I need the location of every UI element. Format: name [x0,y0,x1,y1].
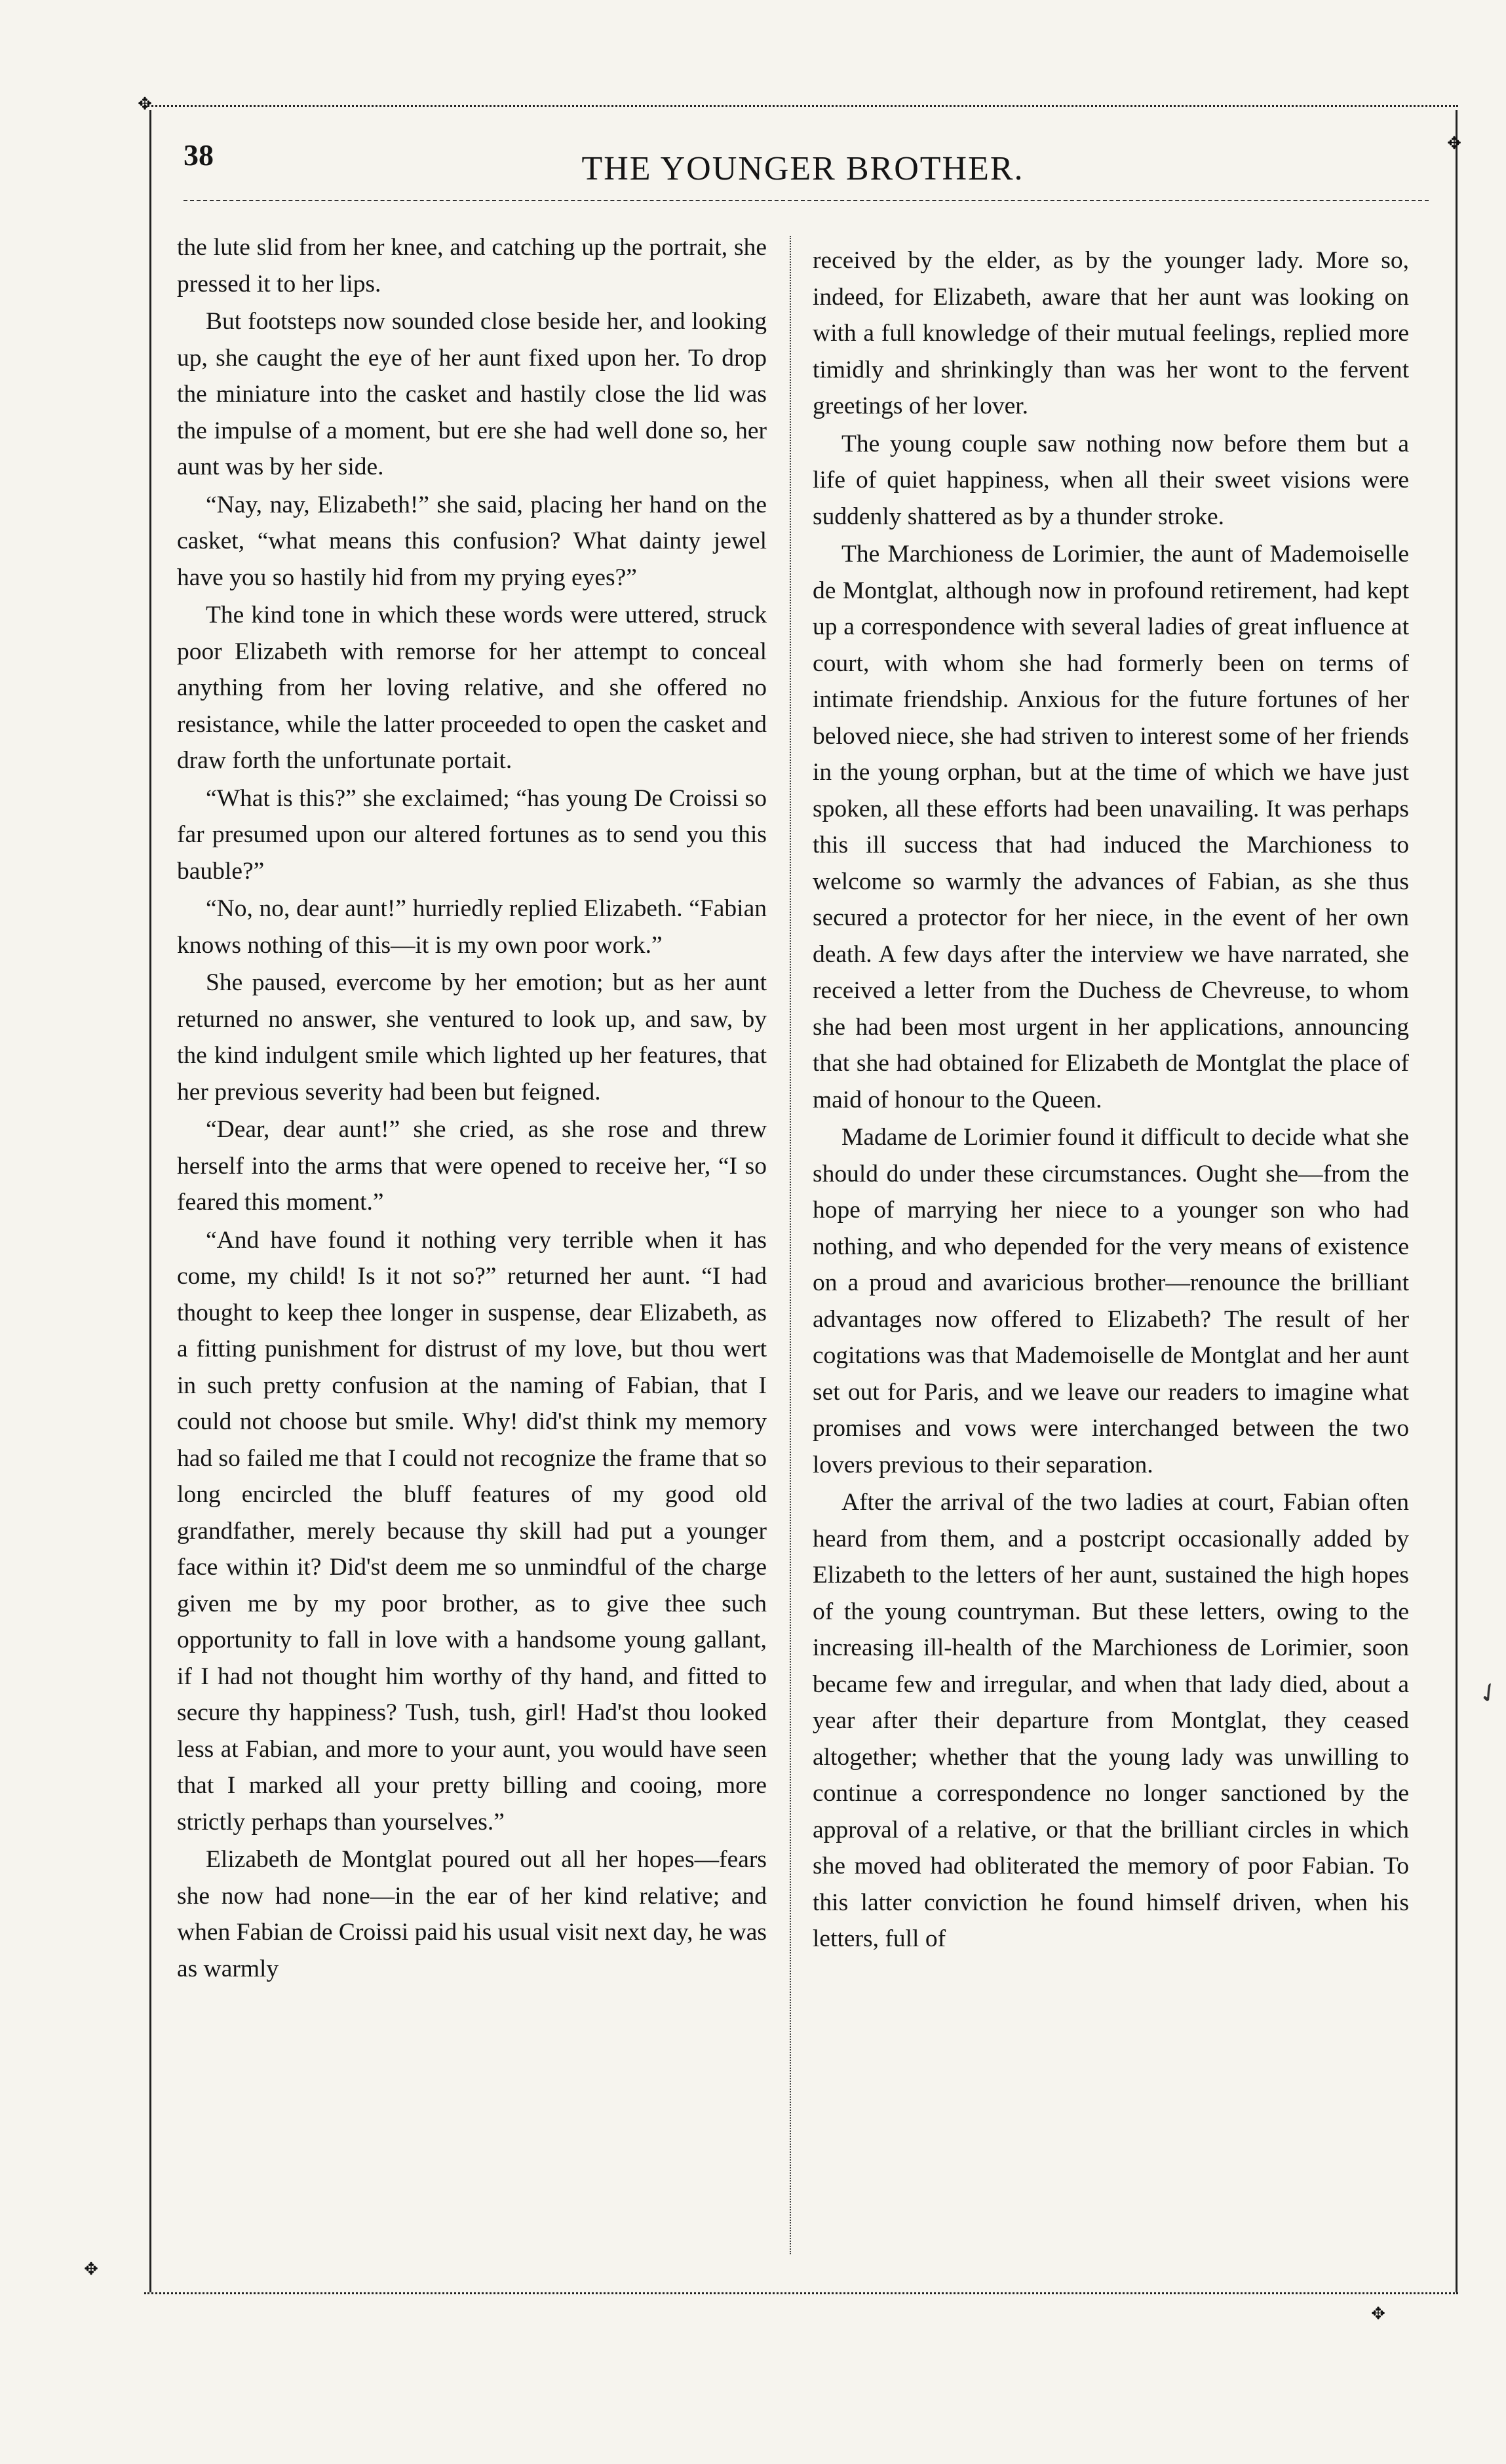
paragraph: The young couple saw nothing now before them but a life of quiet happiness, when all their sweet visions were suddenly shattered as by a thunder stroke. [813,430,1409,530]
ornament-top-right-icon: ✥ [1447,134,1461,153]
page-number: 38 [183,138,214,172]
left-column [177,229,767,1987]
paragraph: “Dear, dear aunt!” she cried, as she rose and threw herself into the arms that were opened to receive her, “I so feared this moment.” [177,1116,767,1216]
header-rule [183,200,1429,201]
ornament-bottom-right-icon: ✥ [1371,2304,1385,2323]
column-divider [790,236,791,2254]
paragraph: The Marchioness de Lorimier, the aunt of Mademoiselle de Montglat, although now in profound retirement, had kept up a correspondence with several ladies of great influence at court, with whom she had formerly been on terms of intimate friendship. Anxious for the future fortunes of her beloved niece, she had striven to interest some of her friends in the young orphan, but at the time of which we have just spoken, all these efforts had been unavailing. It was perhaps this ill success that had induced the Marchioness to welcome so warmly the advances of Fabian, as she thus secured a protector for her niece, in the event of her own death. A few days after the interview we have narrated, she received a letter from the Duchess de Chevreuse, to whom she had been most urgent in her applications, announcing that she had obtained for Elizabeth de Montglat the place of maid of honour to the Queen. [813,541,1409,1113]
paragraph: “No, no, dear aunt!” hurriedly replied Elizabeth. “Fabian knows nothing of this—it is my own poor work.” [177,895,767,959]
running-title: THE YOUNGER BROTHER. [581,150,1024,187]
paragraph: Madame de Lorimier found it difficult to decide what she should do under these circumstances. Ought she—from the hope of marrying her niece to a younger son who had nothing, and who depended for the very means of existence on a proud and avaricious brother—renounce the brilliant advantages now offered to Elizabeth? The result of her cogitations was that Mademoiselle de Montglat and her aunt set out for Paris, and we leave our readers to imagine what promises and vows were interchanged between the two lovers previous to their separation. [813,1124,1409,1478]
paragraph: Elizabeth de Montglat poured out all her hopes—fears she now had none—in the ear of her kind relative; and when Fabian de Croissi paid his usual visit next day, he was as warmly [177,1846,767,1982]
paragraph: She paused, evercome by her emotion; but as her aunt returned no answer, she ventured to look up, and saw, by the kind indulgent smile which lighted up her features, that her previous severity had been but feigned. [177,969,767,1106]
bottom-border [144,2292,1458,2301]
ornament-top-left-icon: ✥ [138,94,152,113]
paragraph: “Nay, nay, Elizabeth!” she said, placing her hand on the casket, “what means this confusion? What dainty jewel have you so hastily hid from my prying eyes?” [177,491,767,591]
paragraph: received by the elder, as by the younger lady. More so, indeed, for Elizabeth, aware that her aunt was looking on with a full knowledge of their mutual feelings, replied more timidly and shrinkingly than was her wont to the fervent greetings of her lover. [813,247,1409,419]
page-header [170,138,1435,197]
paragraph: “And have found it nothing very terrible when it has come, my child! Is it not so?” returned her aunt. “I had thought to keep thee longer in suspense, dear Elizabeth, as a fitting punishment for distrust of my love, but thou wert in such pretty confusion at the naming of Fabian, that I could not choose but smile. Why! did'st think my memory had so failed me that I could not recognize the frame that so long encircled the bluff features of my good old grandfather, merely because thy skill had put a younger face within it? Did'st deem me so unmindful of the charge given me by my poor brother, as to give thee such opportunity to fall in love with a handsome young gallant, if I had not thought him worthy of thy hand, and fitted to secure thy happiness? Tush, tush, girl! Had'st thou looked less at Fabian, and more to your aunt, you would have seen that I marked all your pretty billing and cooing, more strictly perhaps than yourselves.” [177,1226,767,1836]
paragraph: “What is this?” she exclaimed; “has young De Croissi so far presumed upon our altered fortunes as to send you this bauble?” [177,784,767,885]
right-column [813,242,1409,1957]
paragraph: After the arrival of the two ladies at court, Fabian often heard from them, and a postcript occasionally added by Elizabeth to the letters of her aunt, sustained the high hopes of the young countryman. But these letters, owing to the increasing ill-health of the Marchioness de Lorimier, soon became few and irregular, and when that lady died, about a year after their departure from Montglat, they ceased altogether; whether that the young lady was unwilling to continue a correspondence no longer sanctioned by the approval of a relative, or that the brilliant circles in which she moved had obliterated the memory of poor Fabian. To this latter conviction he found himself driven, when his letters, full of [813,1489,1409,1952]
margin-mark-icon: ✓ [1471,1674,1506,1712]
paragraph: The kind tone in which these words were uttered, struck poor Elizabeth with remorse for her attempt to conceal anything from her loving relative, and she offered no resistance, while the latter proceeded to open the casket and draw forth the unfortunate portait. [177,602,767,774]
paragraph: the lute slid from her knee, and catching up the portrait, she pressed it to her lips. [177,234,767,298]
ornament-bottom-left-icon: ✥ [84,2260,98,2279]
paragraph: But footsteps now sounded close beside her, and looking up, she caught the eye of her aunt fixed upon her. To drop the miniature into the casket and hastily close the lid was the impulse of a moment, but ere she had well done so, her aunt was by her side. [177,308,767,480]
